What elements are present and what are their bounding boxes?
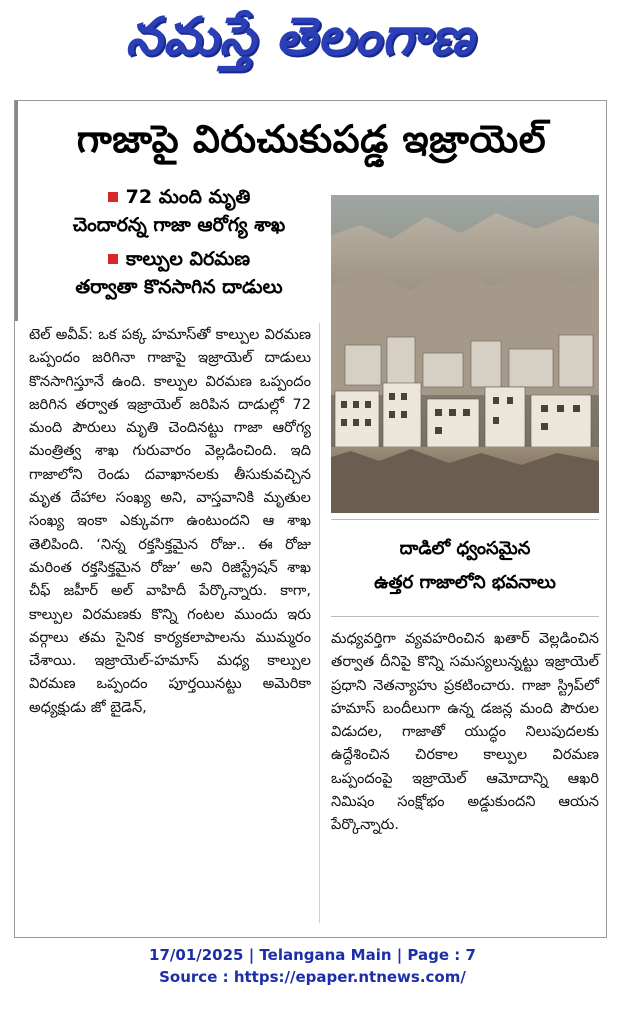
highlight-line: కాల్పుల విరమణ (125, 248, 251, 270)
highlight-line: చెందారన్న గాజా ఆరోగ్య శాఖ (72, 214, 286, 236)
body-paragraph: టెల్ అవీవ్: ఒక పక్క హమాస్‌తో కాల్పుల విరమణ ఒప్పందం జరిగినా గాజాపై ఇజ్రాయెల్ దాడులు కొనసాగిస్తూనే ఉంది. కాల్పుల విరమణ ఒప్పందం జరిగిన తర్వాత ఇజ్రాయెల్ జరిపిన దాడుల్లో 72 మంది పౌరులు మృతి చెందినట్టు గాజా ఆరోగ్య మంత్రిత్వ శాఖ గురువారం వెల్లడించింది. ఇది గాజాలోని రెండు దవాఖానలకు తీసుకువచ్చిన మృత దేహాల సంఖ్య అని, వాస్తవానికి మృతుల సంఖ్య ఇంకా ఎక్కువగా ఉంటుందని ఆ శాఖ తెలిపింది. ‘నిన్న రక్తసిక్తమైన రోజు.. ఈ రోజు మరింత రక్తసిక్తమైన రోజు’ అని రిజిస్ట్రేషన్ శాఖ చీఫ్ జహీర్ అల్ వాహిదీ పేర్కొన్నారు. కాగా, కాల్పుల విరమణకు కొన్ని గంటల ముందు ఇరు వర్గాలు తమ సైనిక కార్యకలాపాలను ముమ్మరం చేశాయి. ఇజ్రాయెల్-హమాస్ మధ్య కాల్పుల విరమణ ఒప్పందం పూర్తయినట్టు అమెరికా అధ్యక్షుడు జో బైడెన్, (29, 326, 311, 716)
article-headline: గాజాపై విరుచుకుపడ్డ ఇజ్రాయెల్ (76, 117, 547, 161)
highlight-item (29, 183, 329, 239)
caption-line: ఉత్తర గాజాలోని భవనాలు (374, 572, 556, 593)
highlight-line: 72 మంది మృతి (125, 186, 251, 208)
highlights (29, 183, 329, 301)
article-body-right (331, 627, 599, 837)
bullet-square-icon (108, 192, 118, 202)
caption-line: దాడిలో ధ్వంసమైన (399, 538, 531, 559)
masthead-logo: నమస్తే తెలంగాణ (125, 6, 475, 67)
article-clipping (14, 100, 607, 938)
edition-meta: 17/01/2025 | Telangana Main | Page : 7 (149, 946, 476, 964)
column-divider (319, 323, 320, 923)
bullet-square-icon (108, 254, 118, 264)
masthead (0, 0, 625, 86)
source-link[interactable]: Source : https://epaper.ntnews.com/ (159, 968, 466, 986)
page-footer (0, 944, 625, 988)
clip-edge-line (15, 101, 18, 321)
article-body-left (29, 323, 311, 719)
highlight-line: తర్వాతా కొనసాగిన దాడులు (75, 276, 283, 298)
article-photo (331, 195, 599, 513)
highlight-item (29, 245, 329, 301)
photo-caption (331, 519, 599, 617)
body-paragraph: మధ్యవర్తిగా వ్యవహరించిన ఖతార్ వెల్లడించిన తర్వాత దీనిపై కొన్ని సమస్యలున్నట్టు ఇజ్రాయెల్ ప్రధాని నెతన్యాహు ప్రకటించారు. గాజా స్ట్రిప్‌లో హమాస్ బందీలుగా ఉన్న డజన్ల మంది పౌరుల విడుదల, గాజాతో యుద్ధం నిలుపుదలకు ఉద్దేశించిన చిరకాల కాల్పుల విరమణ ఒప్పందంపై ఇజ్రాయెల్ ఆమోదాన్ని ఆఖరి నిమిషం సంక్షోభం అడ్డుకుందని ఆయన పేర్కొన్నారు. (331, 630, 599, 834)
